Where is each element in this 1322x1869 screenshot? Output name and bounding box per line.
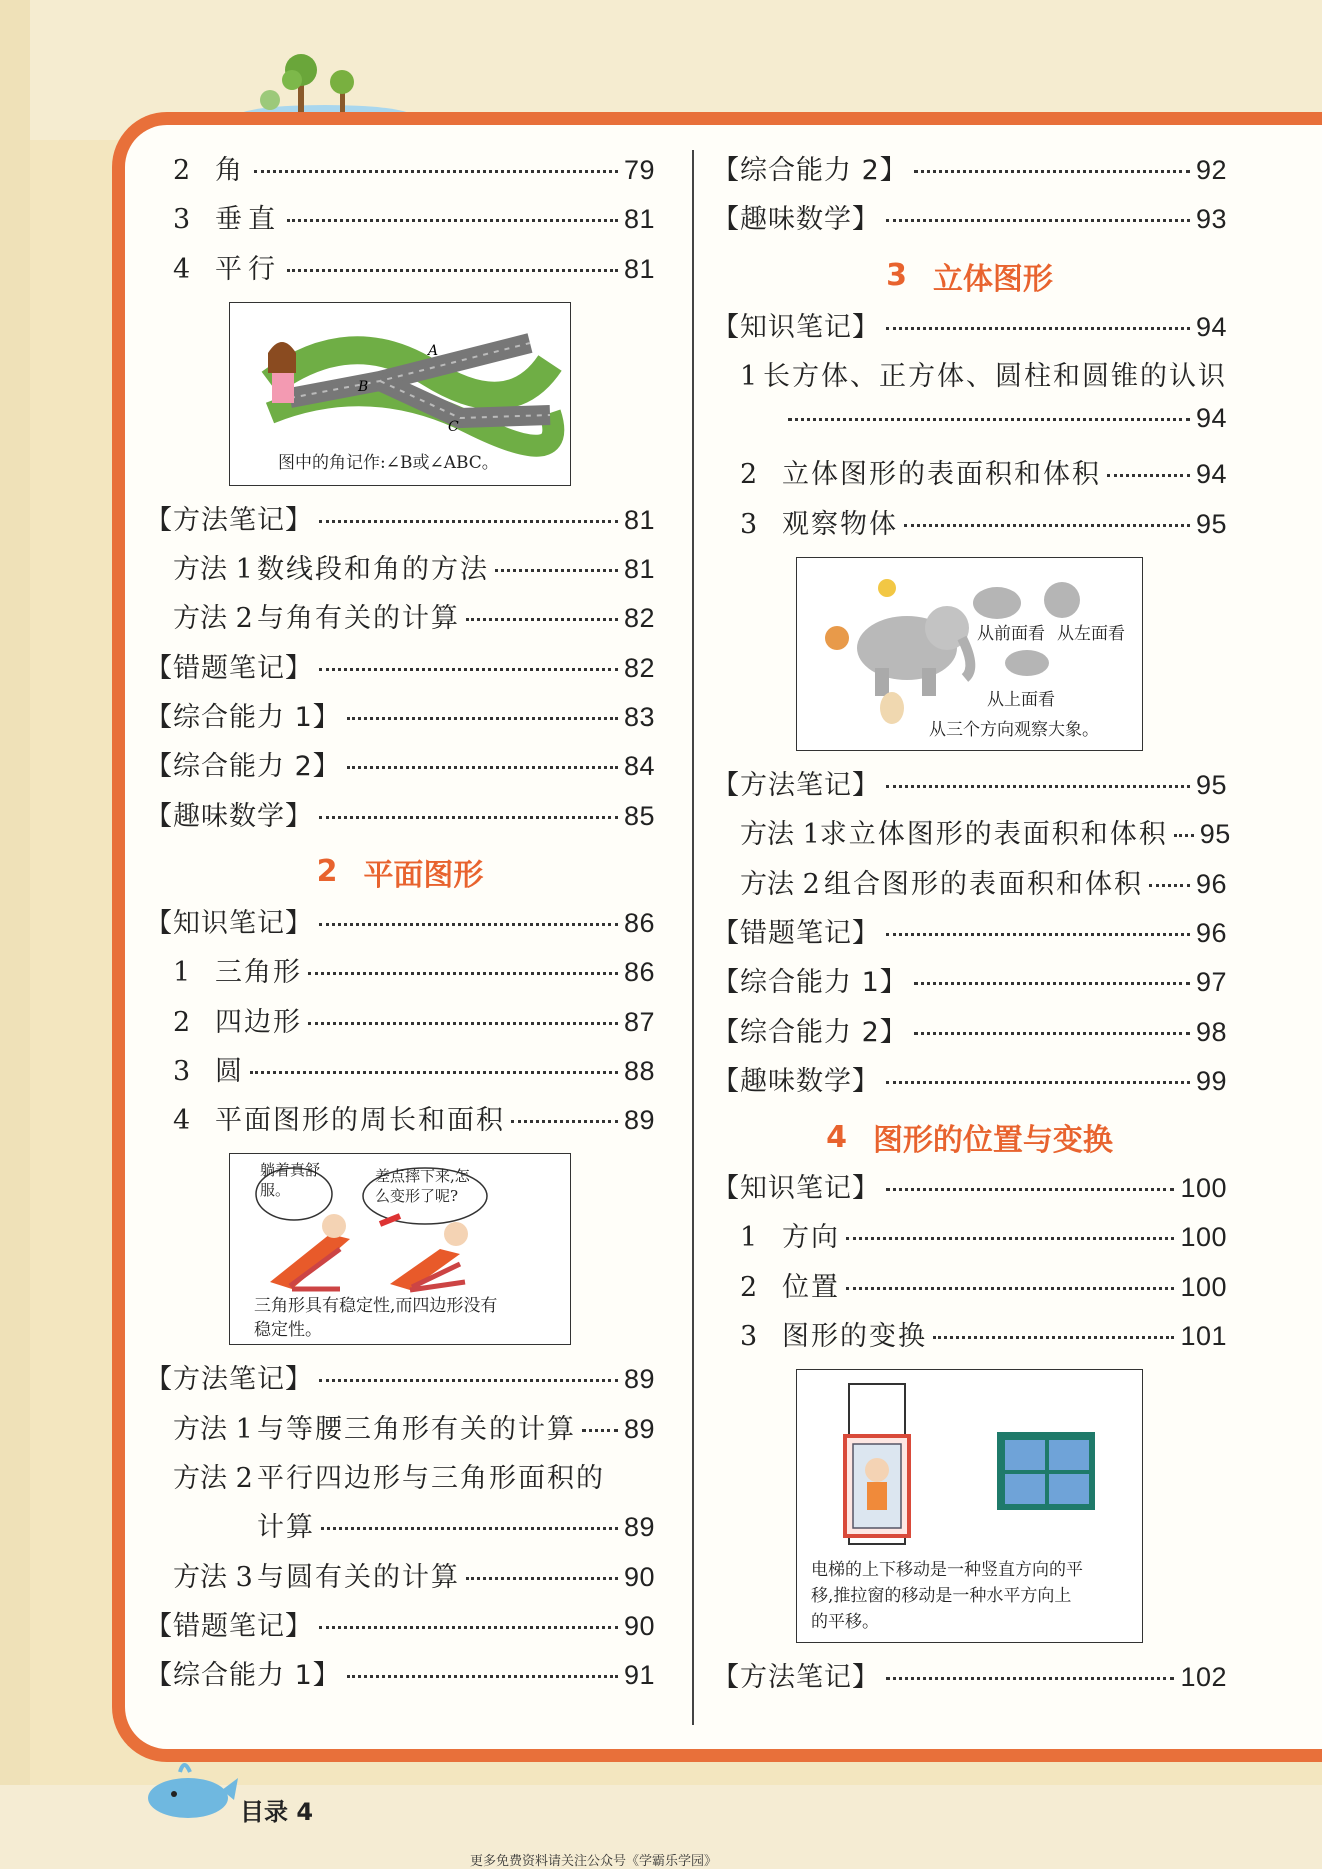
leader-dots bbox=[319, 923, 618, 926]
toc-entry[interactable] bbox=[145, 498, 655, 547]
toc-entry-number: 3 bbox=[740, 508, 758, 540]
toc-entry-label: 【综合能力 1】 bbox=[145, 702, 341, 734]
toc-method-number: 方法 1 bbox=[740, 819, 820, 851]
toc-entry-label: 四边形 bbox=[215, 1006, 302, 1038]
toc-entry[interactable] bbox=[145, 1604, 655, 1653]
toc-page-number: 94 bbox=[1195, 311, 1227, 342]
toc-page-number: 82 bbox=[623, 652, 655, 683]
section-heading-2: 2 平面图形 bbox=[316, 854, 484, 893]
toc-entry[interactable] bbox=[145, 1456, 655, 1505]
toc-entry-label: 长方体、正方体、圆柱和圆锥的认识 bbox=[763, 360, 1227, 392]
toc-entry-label: 【方法笔记】 bbox=[712, 1662, 880, 1694]
toc-page-number: 100 bbox=[1180, 1222, 1227, 1253]
toc-page-number: 89 bbox=[623, 1364, 655, 1395]
toc-page-number: 95 bbox=[1199, 819, 1231, 850]
leader-dots bbox=[495, 569, 618, 572]
toc-entry-number: 1 bbox=[740, 360, 758, 392]
toc-page-number: 81 bbox=[623, 253, 655, 284]
toc-page-number: 89 bbox=[623, 1512, 655, 1543]
speech-bubble-deformed: 差点摔下来,怎么变形了呢? bbox=[375, 1167, 470, 1206]
leader-dots bbox=[788, 418, 1190, 421]
toc-page-number: 86 bbox=[623, 907, 655, 938]
toc-entry[interactable] bbox=[712, 148, 1227, 197]
toc-entry-label: 位置 bbox=[782, 1271, 840, 1303]
toc-entry-label: 角 bbox=[215, 155, 248, 186]
toc-page-number: 79 bbox=[623, 155, 655, 185]
toc-entry[interactable] bbox=[145, 901, 655, 950]
toc-entry-label: 【趣味数学】 bbox=[712, 1065, 880, 1097]
toc-entry-number: 1 bbox=[173, 957, 191, 989]
leader-dots bbox=[914, 982, 1190, 985]
toc-page-number: 83 bbox=[623, 702, 655, 733]
leader-dots bbox=[347, 766, 618, 769]
leader-dots bbox=[319, 1626, 618, 1629]
leader-dots bbox=[319, 520, 618, 523]
toc-entry-label: 【知识笔记】 bbox=[145, 907, 313, 939]
toc-entry[interactable] bbox=[712, 305, 1227, 354]
toc-entry[interactable] bbox=[145, 1653, 655, 1702]
toc-page-number: 81 bbox=[623, 504, 655, 535]
toc-entry-number: 2 bbox=[173, 1006, 191, 1038]
toc-entry[interactable] bbox=[712, 1265, 1227, 1314]
toc-page-number: 89 bbox=[623, 1105, 655, 1136]
toc-page-number: 91 bbox=[623, 1660, 655, 1691]
toc-page-number: 93 bbox=[1195, 204, 1227, 235]
toc-page-number: 90 bbox=[623, 1610, 655, 1641]
angle-label-b: B bbox=[358, 378, 369, 395]
toc-page-number: 86 bbox=[623, 957, 655, 988]
toc-page-number: 96 bbox=[1195, 917, 1227, 948]
toc-page-number: 97 bbox=[1195, 967, 1227, 998]
toc-entry-label: 与圆有关的计算 bbox=[257, 1561, 460, 1593]
toc-page-number: 87 bbox=[623, 1006, 655, 1037]
toc-entry-label: 【错题笔记】 bbox=[145, 1610, 313, 1642]
leader-dots bbox=[886, 933, 1190, 936]
toc-left-column bbox=[145, 148, 655, 1703]
leader-dots bbox=[287, 269, 618, 272]
toc-entry-label: 【综合能力 1】 bbox=[145, 1660, 341, 1692]
toc-entry-label: 平行 bbox=[215, 253, 281, 285]
toc-page-number: 81 bbox=[623, 554, 655, 585]
leader-dots bbox=[846, 1237, 1174, 1240]
toc-page-number: 95 bbox=[1195, 770, 1227, 801]
toc-method-number: 方法 3 bbox=[173, 1561, 253, 1593]
leader-dots bbox=[466, 618, 618, 621]
toc-entry[interactable] bbox=[712, 1166, 1227, 1215]
leader-dots bbox=[1107, 474, 1190, 477]
angle-figure-caption: 图中的角记作:∠B或∠ABC。 bbox=[278, 452, 499, 473]
leader-dots bbox=[886, 327, 1190, 330]
toc-entry-label: 求立体图形的表面积和体积 bbox=[819, 819, 1168, 851]
toc-page-number: 81 bbox=[623, 204, 655, 235]
toc-entry-number: 4 bbox=[173, 253, 191, 285]
toc-page-number: 95 bbox=[1195, 508, 1227, 539]
leader-dots bbox=[914, 1032, 1190, 1035]
leader-dots bbox=[319, 1379, 618, 1382]
toc-entry-label: 方向 bbox=[782, 1222, 840, 1254]
toc-page-number: 99 bbox=[1195, 1065, 1227, 1096]
toc-entry-label: 图形的变换 bbox=[782, 1321, 927, 1353]
toc-page-number: 84 bbox=[623, 751, 655, 782]
leader-dots bbox=[886, 785, 1190, 788]
toc-entry[interactable] bbox=[145, 1505, 655, 1554]
toc-page-number: 82 bbox=[623, 603, 655, 634]
elephant-views-figure bbox=[796, 557, 1143, 751]
toc-entry[interactable] bbox=[712, 1655, 1227, 1704]
toc-entry[interactable] bbox=[145, 1555, 655, 1604]
leader-dots bbox=[308, 1022, 618, 1025]
toc-entry-number: 4 bbox=[173, 1105, 191, 1137]
toc-entry[interactable] bbox=[712, 763, 1227, 812]
toc-page-number: 85 bbox=[623, 800, 655, 831]
toc-entry-label: 与等腰三角形有关的计算 bbox=[257, 1413, 576, 1445]
toc-entry-number: 2 bbox=[740, 1271, 758, 1303]
toc-entry[interactable] bbox=[145, 247, 655, 296]
toc-entry-label: 【综合能力 2】 bbox=[145, 751, 341, 783]
toc-entry-label: 【错题笔记】 bbox=[145, 652, 313, 684]
section-heading-3: 3 立体图形 bbox=[886, 258, 1053, 297]
angle-label-a: A bbox=[428, 342, 439, 359]
column-divider bbox=[692, 150, 694, 1725]
toc-entry-label: 圆 bbox=[215, 1055, 244, 1087]
leader-dots bbox=[347, 1675, 618, 1678]
translation-caption-line1: 电梯的上下移动是一种竖直方向的平 bbox=[811, 1560, 1083, 1581]
toc-entry-label: 与角有关的计算 bbox=[257, 603, 460, 635]
toc-page-number: 94 bbox=[1195, 403, 1227, 434]
leader-dots bbox=[466, 1577, 618, 1580]
toc-entry-label: 计算 bbox=[257, 1512, 315, 1544]
translation-figure bbox=[796, 1369, 1143, 1643]
leader-dots bbox=[914, 170, 1190, 173]
toc-method-number: 方法 2 bbox=[740, 868, 820, 900]
toc-page-number: 101 bbox=[1180, 1321, 1227, 1352]
toc-entry[interactable] bbox=[712, 911, 1227, 960]
leader-dots bbox=[904, 524, 1190, 527]
trees-illustration bbox=[240, 40, 410, 120]
toc-entry[interactable] bbox=[145, 1357, 655, 1406]
toc-entry-label: 【知识笔记】 bbox=[712, 1173, 880, 1205]
toc-entry[interactable] bbox=[145, 744, 655, 793]
toc-entry-label: 平面图形的周长和面积 bbox=[215, 1105, 505, 1137]
stability-caption-line2: 稳定性。 bbox=[254, 1320, 322, 1341]
leader-dots bbox=[886, 1188, 1174, 1191]
toc-entry[interactable] bbox=[712, 1059, 1227, 1108]
toc-method-number: 方法 2 bbox=[173, 1463, 253, 1495]
translation-caption-line2: 移,推拉窗的移动是一种水平方向上 bbox=[811, 1586, 1072, 1607]
view-top-label: 从上面看 bbox=[987, 690, 1055, 711]
leader-dots bbox=[319, 816, 618, 819]
toc-entry-label: 观察物体 bbox=[782, 508, 898, 540]
toc-entry-number: 3 bbox=[173, 204, 191, 236]
speech-bubble-comfortable: 躺着真舒服。 bbox=[260, 1161, 321, 1200]
page-footer-label: 目录 4 bbox=[240, 1798, 314, 1826]
toc-page-number: 96 bbox=[1195, 868, 1227, 899]
toc-entry[interactable] bbox=[712, 960, 1227, 1009]
toc-entry[interactable] bbox=[712, 502, 1227, 551]
toc-right-column bbox=[712, 148, 1231, 1705]
leader-dots bbox=[347, 717, 618, 720]
toc-page-number: 94 bbox=[1195, 459, 1227, 490]
toc-entry-number: 3 bbox=[740, 1321, 758, 1353]
triangle-stability-figure bbox=[229, 1153, 571, 1345]
toc-entry[interactable] bbox=[145, 1000, 655, 1049]
whale-icon bbox=[140, 1750, 240, 1820]
footer-note: 更多免费资料请关注公众号《学霸乐学园》 bbox=[470, 1854, 718, 1869]
angle-label-c: C bbox=[448, 418, 459, 435]
toc-entry[interactable] bbox=[145, 646, 655, 695]
toc-entry-label: 平行四边形与三角形面积的 bbox=[257, 1463, 605, 1495]
toc-entry[interactable] bbox=[712, 452, 1227, 501]
toc-entry-label: 【综合能力 2】 bbox=[712, 155, 908, 186]
toc-entry-number: 2 bbox=[173, 155, 191, 186]
toc-page-number: 90 bbox=[623, 1561, 655, 1592]
toc-entry[interactable] bbox=[712, 1010, 1227, 1059]
leader-dots bbox=[1174, 834, 1194, 837]
elephant-figure-caption: 从三个方向观察大象。 bbox=[929, 720, 1099, 741]
leader-dots bbox=[254, 170, 618, 173]
leader-dots bbox=[319, 668, 618, 671]
leader-dots bbox=[886, 219, 1190, 222]
stability-caption-line1: 三角形具有稳定性,而四边形没有 bbox=[254, 1296, 498, 1317]
toc-entry[interactable] bbox=[712, 197, 1227, 246]
angle-figure bbox=[229, 302, 571, 486]
toc-entry-label: 三角形 bbox=[215, 957, 302, 989]
page-left-edge bbox=[0, 0, 30, 1869]
toc-page-number: 98 bbox=[1195, 1016, 1227, 1047]
leader-dots bbox=[846, 1287, 1174, 1290]
toc-entry-label: 【知识笔记】 bbox=[712, 311, 880, 343]
toc-entry-label: 【综合能力 2】 bbox=[712, 1016, 908, 1048]
leader-dots bbox=[1149, 884, 1190, 887]
toc-page-number: 89 bbox=[623, 1413, 655, 1444]
toc-entry[interactable] bbox=[712, 354, 1227, 403]
translation-caption-line3: 的平移。 bbox=[811, 1612, 879, 1633]
toc-entry-label: 组合图形的表面积和体积 bbox=[824, 868, 1143, 900]
toc-entry[interactable] bbox=[145, 794, 655, 843]
toc-entry[interactable] bbox=[145, 1049, 655, 1098]
toc-entry[interactable] bbox=[712, 403, 1227, 452]
toc-entry[interactable] bbox=[712, 812, 1231, 861]
toc-entry[interactable] bbox=[145, 1407, 655, 1456]
toc-entry-label: 【趣味数学】 bbox=[712, 204, 880, 236]
toc-entry-label: 【方法笔记】 bbox=[145, 1364, 313, 1396]
toc-entry-label: 【错题笔记】 bbox=[712, 917, 880, 949]
leader-dots bbox=[511, 1120, 618, 1123]
leader-dots bbox=[308, 972, 618, 975]
toc-entry-label: 【方法笔记】 bbox=[712, 770, 880, 802]
toc-entry-label: 【综合能力 1】 bbox=[712, 967, 908, 999]
leader-dots bbox=[287, 219, 618, 222]
toc-entry[interactable] bbox=[145, 547, 655, 596]
toc-entry-number: 1 bbox=[740, 1222, 758, 1254]
toc-entry-label: 数线段和角的方法 bbox=[257, 554, 489, 586]
toc-entry[interactable] bbox=[712, 1314, 1227, 1363]
leader-dots bbox=[250, 1071, 618, 1074]
toc-entry-label: 【方法笔记】 bbox=[145, 504, 313, 536]
leader-dots bbox=[886, 1677, 1174, 1680]
toc-entry[interactable] bbox=[145, 1098, 655, 1147]
toc-method-number: 方法 1 bbox=[173, 554, 253, 586]
toc-entry-number: 2 bbox=[740, 459, 758, 491]
toc-page-number: 100 bbox=[1180, 1173, 1227, 1204]
toc-entry[interactable] bbox=[145, 695, 655, 744]
section-heading-4: 4 图形的位置与变换 bbox=[826, 1119, 1113, 1159]
toc-entry-number: 3 bbox=[173, 1055, 191, 1087]
toc-entry[interactable] bbox=[145, 596, 655, 645]
toc-entry[interactable] bbox=[145, 148, 655, 197]
leader-dots bbox=[582, 1429, 618, 1432]
toc-page-number: 92 bbox=[1195, 155, 1227, 185]
toc-entry-label: 立体图形的表面积和体积 bbox=[782, 459, 1101, 491]
view-front-label: 从前面看 bbox=[977, 624, 1045, 645]
leader-dots bbox=[933, 1336, 1174, 1339]
toc-page-number: 88 bbox=[623, 1055, 655, 1086]
toc-method-number: 方法 2 bbox=[173, 603, 253, 635]
toc-entry-label: 【趣味数学】 bbox=[145, 800, 313, 832]
view-left-label: 从左面看 bbox=[1057, 624, 1125, 645]
leader-dots bbox=[321, 1527, 618, 1530]
toc-page-number: 102 bbox=[1180, 1662, 1227, 1693]
toc-entry-label: 垂直 bbox=[215, 204, 281, 236]
toc-entry[interactable] bbox=[145, 197, 655, 246]
toc-entry[interactable] bbox=[145, 950, 655, 999]
toc-page-number: 100 bbox=[1180, 1271, 1227, 1302]
toc-entry[interactable] bbox=[712, 1215, 1227, 1264]
toc-method-number: 方法 1 bbox=[173, 1413, 253, 1445]
leader-dots bbox=[886, 1081, 1190, 1084]
toc-entry[interactable] bbox=[712, 862, 1227, 911]
